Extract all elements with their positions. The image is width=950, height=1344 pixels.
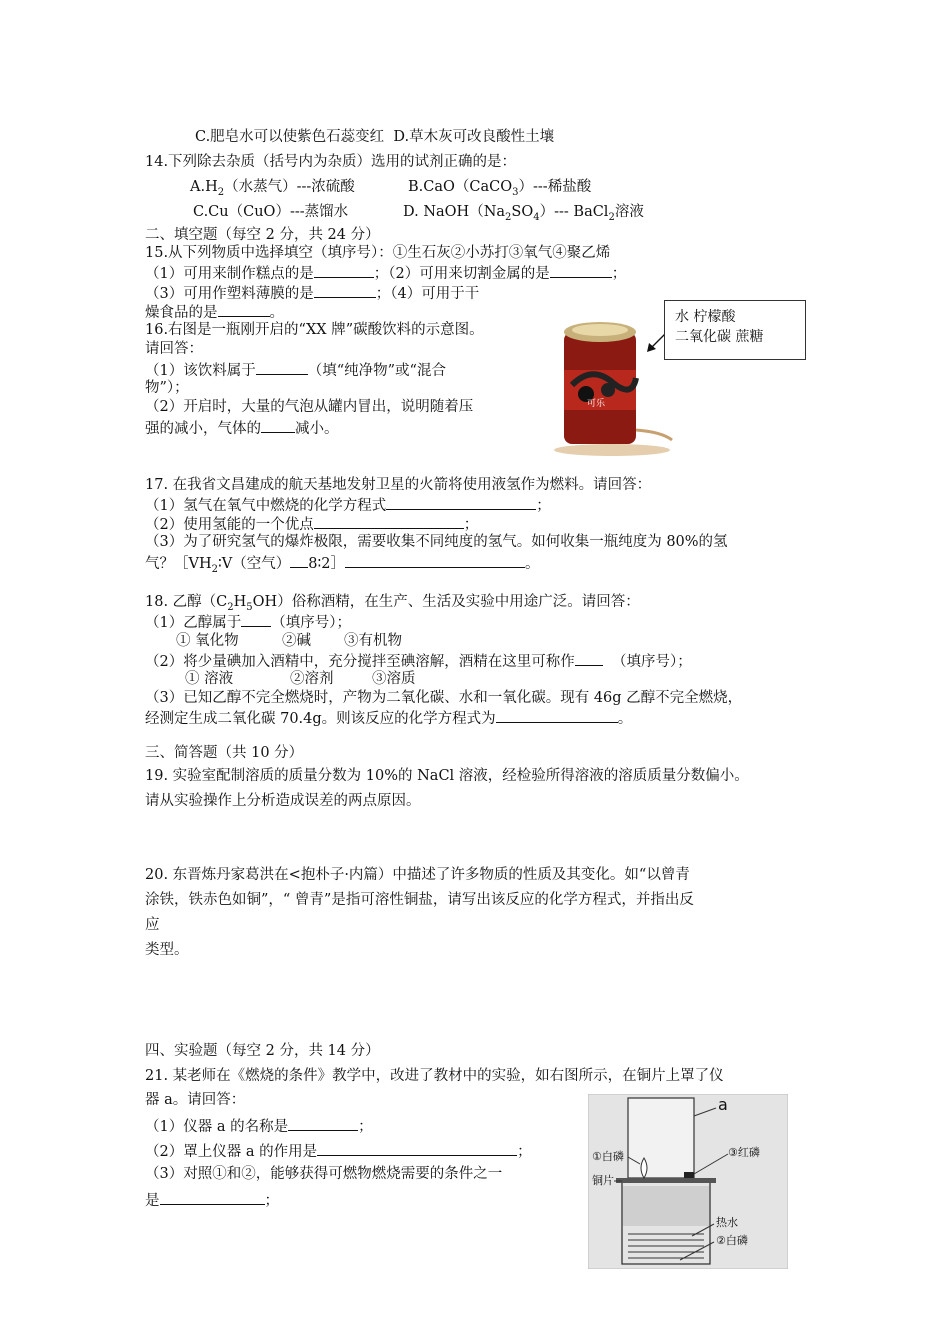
q14-option-c: C.Cu（CuO）---蒸馏水 [193, 204, 349, 220]
q13-options-cd [195, 128, 554, 146]
answer-blank[interactable] [496, 708, 618, 723]
copper-plate [616, 1178, 716, 1183]
q21-line-2: 器 a。请回答： [145, 1092, 246, 1108]
q17-line-2: （2）使用氢能的一个优点 ； [145, 514, 478, 534]
answer-blank[interactable] [314, 283, 376, 298]
q18-option-p1: ① 溶液 [185, 671, 234, 687]
q18-line-1: （1）乙醇属于 （填序号）； [145, 612, 351, 632]
q14-option-a: $A.H_2$（水蒸气）---浓硫酸 [190, 179, 355, 198]
q15-line-3: 燥食品的是 。 [145, 302, 284, 322]
label-white-phosphorus-1: ①白磷 [592, 1150, 624, 1163]
q18-option-1: ① 氧化物 [176, 633, 239, 649]
q21-line-4: （2）罩上仪器 a 的作用是 ； [145, 1141, 532, 1161]
q18-option-3: ③有机物 [344, 633, 402, 649]
q21-line-6: 是 ； [145, 1190, 279, 1210]
q17-line-3: （3）为了研究氢气的爆炸极限，需要收集不同纯度的氢气。如何收集一瓶纯度为 80%的氢 [145, 534, 728, 550]
ingredient-line-1: 水 柠檬酸 [675, 309, 736, 325]
q17-stem: 17. 在我省文昌建成的航天基地发射卫星的火箭将使用液氢作为燃料。请回答： [145, 477, 652, 493]
label-white-phosphorus-2: ②白磷 [716, 1234, 748, 1247]
label-copper: 铜片 [592, 1174, 614, 1187]
answer-blank[interactable] [317, 1141, 517, 1156]
q18-line-4: 经测定生成二氧化碳 70.4g。则该反应的化学方程式为 。 [145, 708, 632, 728]
q13-option-c: C.肥皂水可以使紫色石蕊变红 [195, 129, 385, 145]
q16-line-6: 强的减小，气体的 减小。 [145, 418, 339, 438]
q18-line-3: （3）已知乙醇不完全燃烧时，产物为二氧化碳、水和一氧化碳。现有 46g 乙醇不完全燃烧， [145, 690, 743, 706]
q13-option-d: D.草木灰可改良酸性土壤 [393, 129, 555, 145]
q18-line-2: （2）将少量碘加入酒精中，充分搅拌至碘溶解，酒精在这里可称作 （填序号）； [145, 651, 692, 671]
label-a: a [718, 1095, 728, 1114]
answer-blank[interactable] [314, 263, 374, 278]
q16-line-4: 物”）； [145, 380, 189, 396]
q14-option-d: D. $NaOH(Na_2SO_4)---$ BaCl$_2$溶液 [403, 204, 644, 223]
label-hot-water: 热水 [716, 1216, 738, 1229]
q14-stem: 14.下列除去杂质（括号内为杂质）选用的试剂正确的是： [145, 154, 517, 170]
q19-line-2: 请从实验操作上分析造成误差的两点原因。 [145, 793, 421, 809]
answer-blank[interactable] [241, 612, 271, 627]
q16-line-3: （1）该饮料属于 （填“纯净物”或“混合 [145, 360, 446, 380]
section-4-title: 四、实验题（每空 2 分，共 14 分） [145, 1043, 380, 1059]
instrument-a [628, 1098, 694, 1178]
q20-line-2: 涂铁，铁赤色如铜”，“ 曾青”是指可溶性铜盐，请写出该反应的化学方程式，并指出反 [145, 892, 694, 908]
q18-option-p2: ②溶剂 [290, 671, 334, 687]
q21-line-1: 21. 某老师在《燃烧的条件》教学中，改进了教材中的实验，如右图所示，在铜片上罩了仪 [145, 1068, 724, 1084]
q17-line-4: 气？$[VH_2∶V$（空气） 8∶2］ 。 [145, 553, 539, 579]
ingredient-line-2: 二氧化碳 蔗糖 [675, 329, 764, 345]
q16-line-2: 请回答： [145, 341, 203, 357]
q19-line-1: 19. 实验室配制溶质的质量分数为 10%的 NaCl 溶液，经检验所得溶液的溶质质量分数偏小。 [145, 768, 749, 784]
answer-blank[interactable] [288, 1116, 358, 1131]
ingredient-box [664, 300, 806, 360]
q15-stem: 15.从下列物质中选择填空（填序号）：①生石灰②小苏打③氧气④聚乙烯 [145, 245, 611, 261]
answer-blank[interactable] [550, 263, 612, 278]
q14-option-b: B.CaO（CaCO$_3$）---稀盐酸 [408, 179, 592, 198]
q16-stem: 16.右图是一瓶刚开启的“XX 牌”碳酸饮料的示意图。 [145, 322, 484, 338]
combustion-apparatus-figure [588, 1094, 788, 1269]
soda-can-label: 可乐 [586, 399, 606, 409]
q18-stem: 18. 乙醇$(C_2H_5OH)$俗称酒精，在生产、生活及实验中用途广泛。请回答： [145, 594, 640, 613]
red-phosphorus [684, 1172, 694, 1178]
answer-blank[interactable] [575, 651, 603, 666]
q20-line-1: 20. 东晋炼丹家葛洪在<抱朴子·内篇）中描述了许多物质的性质及其变化。如“以曾青 [145, 867, 690, 883]
q18-option-2: ②碱 [282, 633, 311, 649]
q20-line-3: 应 [145, 917, 160, 933]
q21-line-5: （3）对照①和②，能够获得可燃物燃烧需要的条件之一 [145, 1166, 503, 1182]
q21-line-3: （1）仪器 a 的名称是 ； [145, 1116, 373, 1136]
q17-line-1: （1）氢气在氧气中燃烧的化学方程式 ； [145, 495, 551, 515]
section-3-title: 三、简答题（共 10 分） [145, 745, 304, 761]
answer-blank[interactable] [218, 302, 270, 317]
answer-blank[interactable] [314, 514, 464, 529]
answer-blank[interactable] [345, 553, 525, 568]
section-2-title: 二、填空题（每空 2 分，共 24 分） [145, 227, 380, 243]
answer-blank[interactable] [160, 1190, 265, 1205]
q15-line-1: （1）可用来制作糕点的是 ；（2）可用来切割金属的是 ； [145, 263, 626, 283]
answer-blank[interactable] [386, 495, 536, 510]
label-red-phosphorus: ③红磷 [728, 1146, 760, 1159]
answer-blank[interactable] [290, 553, 308, 568]
q16-line-5: （2）开启时，大量的气泡从罐内冒出，说明随着压 [145, 399, 474, 415]
answer-blank[interactable] [261, 418, 295, 433]
q15-line-2: （3）可用作塑料薄膜的是 ；（4）可用于干 [145, 283, 479, 303]
q18-option-p3: ③溶质 [372, 671, 416, 687]
q20-line-4: 类型。 [145, 942, 189, 958]
answer-blank[interactable] [256, 360, 308, 375]
